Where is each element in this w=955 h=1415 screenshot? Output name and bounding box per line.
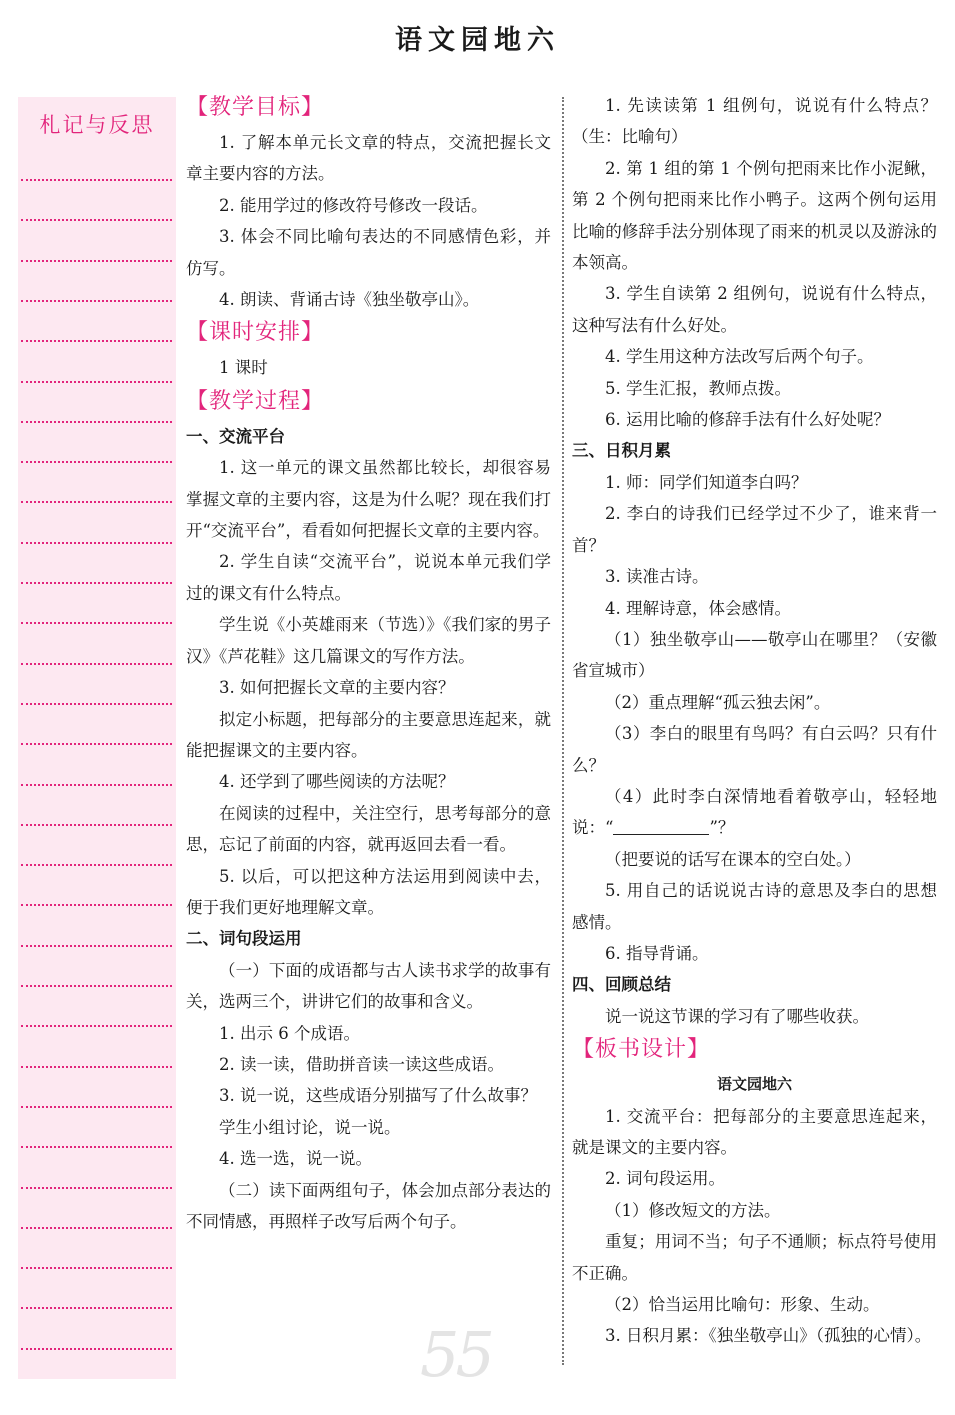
paragraph: 3. 如何把握长文章的主要内容？ (219, 678, 455, 698)
fill-blank-before: （4）此时李白深情地看着敬亭山，轻轻地说：“ (572, 786, 937, 838)
paragraph: 5. 用自己的话说说古诗的意思及李白的思想感情。 (572, 881, 937, 932)
paragraph: 3. 读准古诗。 (605, 567, 709, 587)
paragraph: 2. 读一读，借助拼音读一读这些成语。 (219, 1054, 504, 1074)
paragraph: 1. 交流平台：把每部分的主要意思连起来，就是课文的主要内容。 (572, 1106, 937, 1157)
note-line (21, 501, 172, 503)
note-line (21, 219, 172, 221)
paragraph: 说一说这节课的学习有了哪些收获。 (605, 1006, 869, 1026)
paragraph: （1）修改短文的方法。 (605, 1200, 781, 1220)
paragraph: 1 课时 (219, 358, 268, 378)
note-line (21, 622, 172, 624)
note-line (21, 582, 172, 584)
paragraph: 2. 学生自读“交流平台”，说说本单元我们学过的课文有什么特点。 (186, 552, 551, 603)
paragraph: （把要说的话写在课本的空白处。） (605, 849, 861, 869)
paragraph: 3. 体会不同比喻句表达的不同感情色彩，并仿写。 (186, 227, 551, 278)
column-divider (562, 97, 564, 1365)
note-line (21, 381, 172, 383)
paragraph: 1. 出示 6 个成语。 (219, 1023, 360, 1043)
note-line (21, 1348, 172, 1350)
paragraph: 5. 以后，可以把这种方法运用到阅读中去，便于我们更好地理解文章。 (186, 866, 551, 917)
paragraph: 1. 师：同学们知道李白吗？ (605, 472, 808, 492)
note-line (21, 663, 172, 665)
note-lines (21, 97, 172, 1379)
right-column (572, 90, 937, 1352)
section-heading: 【教学过程】 (186, 388, 325, 414)
note-line (21, 1267, 172, 1269)
page-title: 语文园地六 (395, 25, 560, 56)
paragraph: （3）李白的眼里有鸟吗？有白云吗？只有什么？ (572, 724, 937, 775)
note-line (21, 743, 172, 745)
board-title: 语文园地六 (716, 1075, 792, 1094)
note-line (21, 1106, 172, 1108)
paragraph: 拟定小标题，把每部分的主要意思连起来，就能把握课文的主要内容。 (186, 709, 551, 760)
paragraph: （2）重点理解“孤云独去闲”。 (605, 692, 831, 712)
paragraph: 2. 第 1 组的第 1 个例句把雨来比作小泥鳅，第 2 个例句把雨来比作小鸭子。这两个例句运用比喻的修辞手法分别体现了雨来的机灵以及游泳的本领高。 (572, 158, 937, 273)
left-column (186, 90, 551, 1237)
paragraph: 3. 学生自读第 2 组例句，说说有什么特点，这种写法有什么好处。 (572, 284, 937, 335)
paragraph: 1. 先读读第 1 组例句，说说有什么特点？（生：比喻句） (572, 96, 937, 147)
paragraph: 4. 朗读、背诵古诗《独坐敬亭山》。 (219, 290, 480, 310)
paragraph: 3. 说一说，这些成语分别描写了什么故事？ (219, 1086, 537, 1106)
paragraph: 4. 理解诗意，体会感情。 (605, 598, 791, 618)
page-number: 55 (420, 1318, 491, 1391)
note-line (21, 1066, 172, 1068)
note-line (21, 260, 172, 262)
fill-blank-paragraph (572, 781, 937, 844)
note-line (21, 703, 172, 705)
note-line (21, 1146, 172, 1148)
paragraph: 4. 还学到了哪些阅读的方法呢？ (219, 772, 455, 792)
note-line (21, 824, 172, 826)
paragraph: （二）读下面两组句子，体会加点部分表达的不同情感，再照样子改写后两个句子。 (186, 1180, 551, 1231)
note-line (21, 904, 172, 906)
paragraph: 3. 日积月累：《独坐敬亭山》（孤独的心情）。 (605, 1326, 932, 1346)
note-line (21, 864, 172, 866)
note-line (21, 985, 172, 987)
note-line (21, 340, 172, 342)
paragraph: 2. 词句段运用。 (605, 1169, 725, 1189)
paragraph: 6. 运用比喻的修辞手法有什么好处呢？ (605, 410, 890, 430)
section-heading: 【教学目标】 (186, 95, 325, 120)
answer-blank (613, 818, 709, 836)
paragraph: 6. 指导背诵。 (605, 943, 709, 963)
note-line (21, 945, 172, 947)
sub-heading: 四、回顾总结 (572, 975, 671, 995)
note-line (21, 1187, 172, 1189)
notes-sidebar (18, 97, 176, 1379)
sub-heading: 二、词句段运用 (186, 929, 302, 949)
paragraph: 4. 选一选，说一说。 (219, 1149, 372, 1169)
note-line (21, 1307, 172, 1309)
paragraph: 4. 学生用这种方法改写后两个句子。 (605, 347, 874, 367)
paragraph: （一）下面的成语都与古人读书求学的故事有关，选两三个，讲讲它们的故事和含义。 (186, 960, 551, 1012)
note-line (21, 300, 172, 302)
sub-heading: 一、交流平台 (186, 426, 285, 446)
paragraph: 5. 学生汇报，教师点拨。 (605, 378, 791, 398)
paragraph: 1. 这一单元的课文虽然都比较长，却很容易掌握文章的主要内容，这是为什么呢？现在我们打开“交流平台”，看看如何把握长文章的主要内容。 (186, 458, 551, 541)
paragraph: （2）恰当运用比喻句：形象、生动。 (605, 1295, 880, 1315)
note-line (21, 542, 172, 544)
paragraph: 1. 了解本单元长文章的特点，交流把握长文章主要内容的方法。 (186, 133, 551, 184)
paragraph: 重复；用词不当；句子不通顺；标点符号使用不正确。 (572, 1232, 937, 1283)
note-line (21, 1025, 172, 1027)
note-line (21, 461, 172, 463)
section-heading: 【板书设计】 (572, 1037, 711, 1063)
paragraph: 学生说《小英雄雨来（节选）》《我们家的男子汉》《芦花鞋》这几篇课文的写作方法。 (186, 615, 551, 666)
paragraph: 2. 能用学过的修改符号修改一段话。 (219, 195, 488, 215)
paragraph: 学生小组讨论，说一说。 (219, 1117, 401, 1137)
paragraph: 2. 李白的诗我们已经学过不少了，谁来背一首？ (572, 504, 937, 555)
note-line (21, 784, 172, 786)
paragraph: 在阅读的过程中，关注空行，思考每部分的意思，忘记了前面的内容，就再返回去看一看。 (186, 803, 551, 855)
section-heading: 【课时安排】 (186, 320, 325, 346)
fill-blank-after: ”？ (709, 818, 735, 838)
notes-sidebar-title: 札记与反思 (39, 113, 155, 137)
paragraph: （1）独坐敬亭山——敬亭山在哪里？（安徽省宣城市） (572, 629, 937, 681)
note-line (21, 421, 172, 423)
note-line (21, 179, 172, 181)
sub-heading: 三、日积月累 (572, 441, 671, 461)
note-line (21, 1227, 172, 1229)
